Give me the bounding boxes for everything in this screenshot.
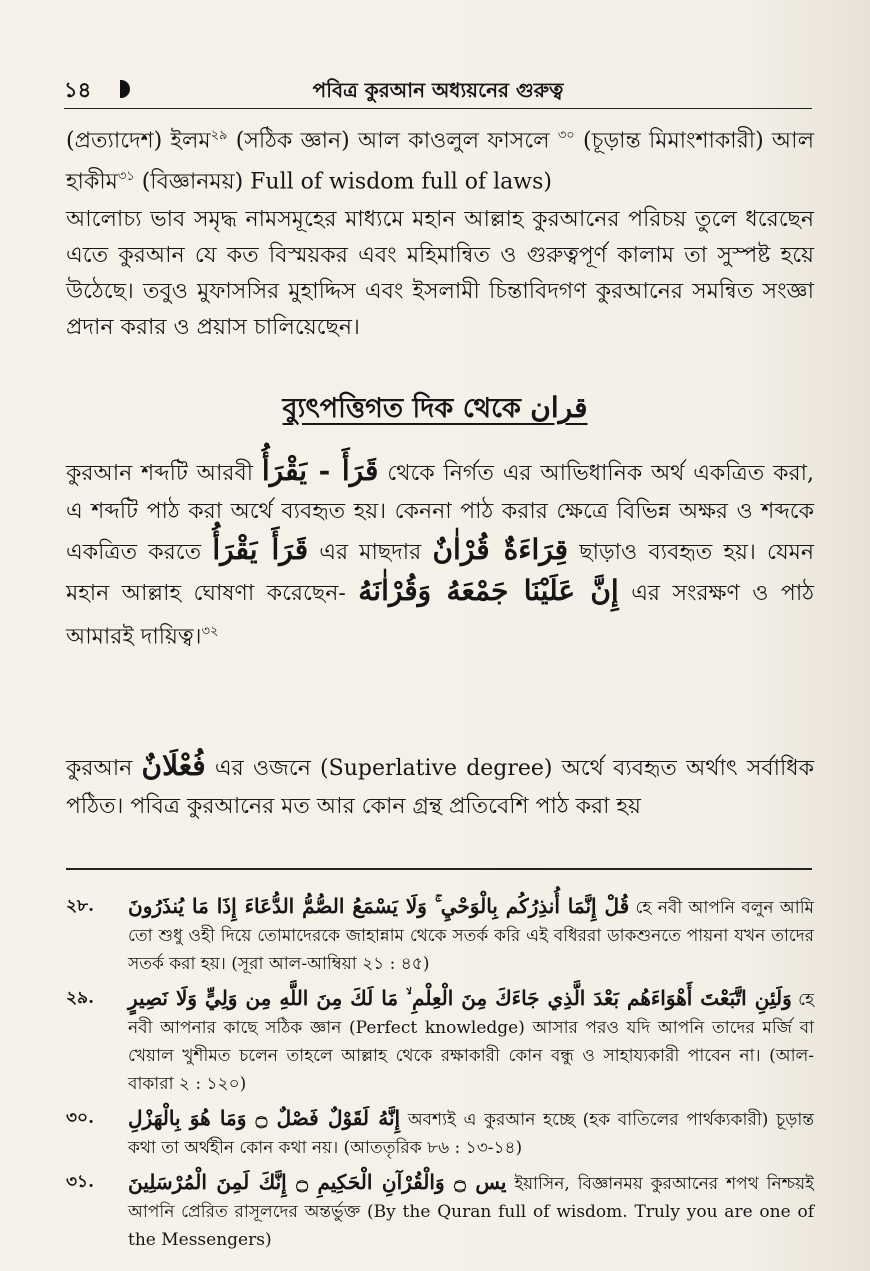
para3-text-d: ছাড়াও ব্যবহৃত হয়। যেমন মহান আল্লাহ ঘোষণা করেছেন- bbox=[66, 540, 814, 606]
footnote-arabic: يس ۝ وَالْقُرْآنِ الْحَكِيمِ ۝ إِنَّكَ لَمِنَ الْمُرْسَلِينَ bbox=[128, 1170, 507, 1194]
arabic-verse: إِنَّ عَلَيْنَا جَمْعَهُ وَقُرْاٰنَهُ bbox=[358, 574, 619, 607]
footnote-31 bbox=[66, 1168, 814, 1254]
footnote-28 bbox=[66, 892, 814, 978]
footnote-ref-31[interactable]: ৩১ bbox=[117, 169, 135, 185]
para1-text-d: (বিজ্ঞানময়) Full of wisdom full of laws) bbox=[134, 169, 553, 195]
section-heading-text bbox=[283, 393, 588, 424]
para3-text-e: এর সংরক্ষণ ও পাঠ আমারই দায়িত্ব। bbox=[66, 581, 814, 650]
footnote-ref-32[interactable]: ৩২ bbox=[201, 624, 219, 639]
footnote-divider bbox=[66, 868, 812, 870]
footnote-number: ৩০. bbox=[66, 1108, 95, 1128]
page-header bbox=[64, 72, 812, 109]
arabic-pattern: فُعْلَانٌ bbox=[141, 749, 206, 782]
running-title: পবিত্র কুরআন অধ্যয়নের গুরুত্ব bbox=[312, 78, 564, 102]
para3-text-a: কুরআন শব্দটি আরবী bbox=[66, 461, 262, 486]
footnotes bbox=[66, 892, 814, 1260]
footnote-arabic: قُلْ إِنَّمَا أُنذِرُكُم بِالْوَحْيِ ۚ وَلَا يَسْمَعُ الصُّمُّ الدُّعَاءَ إِذَا مَا يُنذَرُونَ bbox=[128, 894, 630, 918]
footnote-arabic: إِنَّهُ لَقَوْلٌ فَصْلٌ ۝ وَمَا هُوَ بِالْهَزْلِ bbox=[128, 1106, 401, 1130]
paragraph-superlative bbox=[66, 747, 814, 826]
arabic-verb: قَرَأَ يَقْرَأُ bbox=[212, 533, 309, 566]
footnote-30 bbox=[66, 1104, 814, 1162]
heading-arabic: قران bbox=[530, 391, 588, 424]
arabic-masdar: قِرَاءَةٌ قُرْاٰنٌ bbox=[432, 533, 569, 566]
para3-text-b: থেকে নির্গত এর আভিধানিক অর্থ একত্রিত করা, এ শব্দটি পাঠ করা অর্থে ব্যবহৃত হয়। কেননা পাঠ করার ক্ষেত্রে বিভিন্ন অক্ষর ও শব্দকে একত্রিত করতে bbox=[66, 461, 814, 565]
para1-text-c: (চূড়ান্ত মিমাংশাকারী) আল হাকীম bbox=[66, 128, 814, 195]
footnote-text: অবশ্যই এ কুরআন হচ্ছে (হক বাতিলের পার্থক্যকারী) চূড়ান্ত কথা তা অর্থহীন কোন কথা নয়। (আততৃরিক ৮৬ : ১৩-১৪) bbox=[128, 1110, 814, 1158]
paragraph-introduction: আলোচ্য ভাব সমৃদ্ধ নামসমূহের মাধ্যমে মহান আল্লাহ কুরআনের পরিচয় তুলে ধরেছেন এতে কুরআন যে কত বিস্ময়কর এবং মহিমান্বিত ও গুরুত্বপূর্ণ কালাম তা সুস্পষ্ট হয়ে উঠেছে। তবুও মুফাসসির মুহাদ্দিস এবং ইসলামী চিন্তাবিদগণ কুরআনের সমন্বিত সংজ্ঞা প্রদান করার ও প্রয়াস চালিয়েছেন। bbox=[66, 207, 814, 340]
paragraph-etymology bbox=[66, 452, 814, 656]
arabic-root-word: قَرَأَ - يَقْرَأُ bbox=[261, 454, 379, 487]
para1-text-b: (সঠিক জ্ঞান) আল কাওলুল ফাসলে bbox=[227, 128, 558, 154]
footnote-arabic: وَلَئِنِ اتَّبَعْتَ أَهْوَاءَهُم بَعْدَ الَّذِي جَاءَكَ مِنَ الْعِلْمِ ۙ مَا لَكَ مِنَ اللَّهِ مِن وَلِيٍّ وَلَا نَصِيرٍ bbox=[128, 986, 792, 1010]
footnote-text: হে নবী আপনি বলুন আমি তো শুধু ওহী দিয়ে তোমাদেরকে জাহান্নাম থেকে সতর্ক করি এই বধিররা ডাকশুনতে পায়না যখন তাদের সতর্ক করা হয়। (সূরা আল-আম্বিয়া ২১ : ৪৫) bbox=[128, 898, 814, 974]
para4-text-a: কুরআন bbox=[66, 756, 142, 781]
footnote-ref-30[interactable]: ৩০ bbox=[557, 128, 575, 143]
para1-text-a: (প্রত্যাদেশ) ইলম bbox=[66, 128, 211, 154]
heading-bangla: ব্যুৎপত্তিগত দিক থেকে bbox=[282, 393, 531, 424]
footnote-number: ২৯. bbox=[66, 988, 95, 1008]
footnote-text: হে নবী আপনার কাছে সঠিক জ্ঞান (Perfect knowledge) আসার পরও যদি আপনি তাদের মর্জি বা খেয়াল খুশীমত চলেন তাহলে আল্লাহ থেকে রক্ষাকারী কোন বন্ধু ও সাহায্যকারী পাবেন না। (আল-বাকারা ২ : ১২০) bbox=[128, 990, 814, 1094]
para3-text-c: এর মাছদার bbox=[308, 540, 433, 565]
para4-text-b: এর ওজনে (Superlative degree) অর্থে ব্যবহৃত অর্থাৎ সর্বাধিক পঠিত। পবিত্র কুরআনের মত আর কোন গ্রন্থ প্রতিবেশি পাঠ করা হয় bbox=[66, 756, 814, 819]
footnote-29 bbox=[66, 984, 814, 1098]
footnote-ref-29[interactable]: ২৯ bbox=[210, 128, 228, 143]
footnote-number: ৩১. bbox=[66, 1172, 95, 1192]
footnote-text: ইয়াসিন, বিজ্ঞানময় কুরআনের শপথ নিশ্চয়ই আপনি প্রেরিত রাসূলদের অন্তর্ভুক্ত (By the Quran full of wisdom. Truly you are one of the Messengers) bbox=[128, 1174, 814, 1250]
footnote-number: ২৮. bbox=[66, 896, 95, 916]
paragraph-names bbox=[66, 118, 814, 201]
section-heading bbox=[0, 388, 870, 433]
page-number: ১৪ bbox=[64, 77, 92, 102]
